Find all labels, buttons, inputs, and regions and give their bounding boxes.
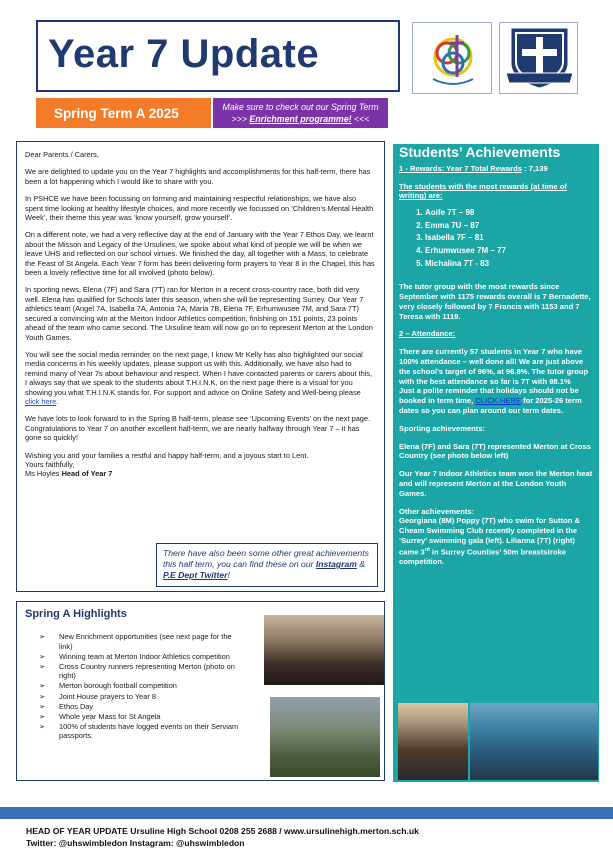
achievements-title: Students’ Achievements bbox=[399, 144, 561, 160]
letter-p5-text: You will see the social media reminder on the next page, I know Mr Kelly has also highlighted our social media concerns in his weekly updates, please support us with this. Additionally, we have also had to remind many of Year 7s about behaviour and respect. When I have contacted parents or carers about this, I always say that we speak to the students about T.H.I.N.K, on the next page there is a visual for you showing you what T.H.I.N.K stands for. For support and advice on Online Safety and Well-being please bbox=[25, 349, 373, 397]
footer bbox=[26, 825, 419, 849]
letter-paragraph-4: In sporting news, Elena (7F) and Sara (7T) ran for Merton in a recent cross-country race, both did very well. Elena has qualified for Schools later this season, when she will be representing Surrey. Our Year 7 athletics team (Angel 7A, Isabella 7A, Antonia 7A, Maria 7B, Elena 7F, Erhumwusee 7M, and Sara 7T) secured a convincing win at the Merton Indoor Athletics competition, finishing on 151 points, 23 points ahead of the team who came second. The Ursuline team will now go on to represent Merton at the London Youth Games. bbox=[25, 285, 373, 342]
social-callout bbox=[156, 543, 378, 587]
list-item: ➢ Cross Country runners representing Merton (photo on right) bbox=[39, 662, 239, 681]
footer-label: HEAD OF YEAR UPDATE bbox=[26, 826, 128, 836]
letter-signature bbox=[25, 469, 376, 478]
top-students-list bbox=[425, 207, 593, 270]
tutor-group-text: The tutor group with the most rewards since September with 1175 rewards overall is 7 Bernadette, very closely followed by 7 Francis with 1153 and 7 Teresa with 1119. bbox=[399, 282, 591, 321]
highlights-box bbox=[16, 601, 385, 781]
list-item: 4. Erhumwusee 7M – 77 bbox=[425, 245, 593, 258]
footer-contact: Ursuline High School 0208 255 2688 / www.ursulinehigh.merton.sch.uk bbox=[127, 826, 419, 836]
letter-paragraph-5 bbox=[25, 350, 376, 406]
signatory-name: Ms Hoyles bbox=[25, 469, 60, 479]
letter-box bbox=[16, 141, 385, 592]
highlights-list bbox=[39, 632, 239, 742]
list-item: 2. Emma 7U – 87 bbox=[425, 220, 593, 233]
sporting-text-1: Elena (7F) and Sara (7T) represented Merton at Cross Country (see photo below left) bbox=[399, 441, 592, 461]
letter-closing: Yours faithfully, bbox=[25, 459, 75, 469]
crest-shield-icon bbox=[500, 23, 579, 95]
list-item: ➢ New Enrichment opportunities (see next page for the link) bbox=[39, 632, 239, 651]
letter-greeting: Dear Parents / Carers, bbox=[25, 150, 99, 159]
enrichment-line1: Make sure to check out our Spring Term bbox=[222, 102, 379, 112]
holiday-end: for 2025-26 term dates so you can plan around our term dates. bbox=[399, 396, 582, 415]
letter-paragraph-1: We are delighted to update you on the Year 7 highlights and accomplishments for this half-term, there has been a lot happening which I would like to share with you. bbox=[25, 167, 371, 186]
other-heading: Other achievements: bbox=[399, 506, 475, 516]
enrichment-line2 bbox=[213, 113, 388, 125]
holiday-text: Just a polite reminder that holidays should not be booked in term time, bbox=[399, 386, 579, 406]
list-item: ➢ Merton borough football competition bbox=[39, 681, 239, 691]
other-sup: rd bbox=[424, 546, 430, 553]
swimming-gala-photo bbox=[470, 703, 598, 780]
enrichment-suffix: <<< bbox=[351, 114, 370, 124]
callout-and: & bbox=[356, 559, 366, 569]
jubilee-logo-icon bbox=[413, 23, 493, 95]
online-safety-link[interactable]: click here bbox=[25, 396, 57, 406]
enrichment-banner bbox=[213, 98, 388, 128]
list-item: 1. Aoife 7T – 98 bbox=[425, 207, 593, 220]
list-item: ➢ Ethos Day bbox=[39, 702, 239, 712]
other-text-a: Georgiana (8M) Poppy (7T) who swim for Sutton & Cheam Swimming Club recently completed in the ‘Surrey’ swimming gala (left). Lilianna (7T) (right) came 3 bbox=[399, 516, 580, 557]
instagram-link[interactable]: Instagram bbox=[315, 559, 357, 569]
pe-twitter-link[interactable]: P.E Dept Twitter bbox=[163, 570, 228, 580]
list-item: ➢ Winning team at Merton Indoor Athletics competition bbox=[39, 652, 239, 662]
letter-paragraph-6: We have lots to look forward to in the Spring B half-term, please see ‘Upcoming Events’ on the next page. Congratulations to Year 7 on another excellent half-term, we are nearly halfway through Year 7 – it has gone so quickly! bbox=[25, 414, 371, 443]
term-banner bbox=[36, 98, 211, 128]
attendance-text bbox=[399, 347, 593, 416]
list-item: ➢ Joint House prayers to Year 8 bbox=[39, 692, 239, 702]
callout-text: There have also been some other great achievements this half term, you can find these on our bbox=[163, 548, 369, 569]
callout-end: ! bbox=[227, 570, 230, 580]
chapel-prayers-photo bbox=[264, 615, 384, 685]
list-item: 3. Isabella 7F – 81 bbox=[425, 232, 593, 245]
achievements-panel bbox=[393, 144, 599, 782]
cross-country-photo bbox=[270, 697, 380, 777]
school-crest bbox=[499, 22, 578, 94]
footer-line-1 bbox=[26, 825, 419, 837]
highlights-title: Spring A Highlights bbox=[25, 608, 127, 620]
list-item: 5. Michalina 7T - 83 bbox=[425, 258, 593, 271]
letter-paragraph-2: In PSHCE we have been focussing on forming and maintaining respectful relationships, we have also spent time looking at healthy lifestyle choices, and more recently we focussed on ‘Children’s Mental Health Week’, their theme this year was ‘know yourself, grow yourself’. bbox=[25, 194, 374, 223]
jubilee-logo bbox=[412, 22, 492, 94]
attendance-heading: 2 – Attendance: bbox=[399, 329, 456, 339]
rewards-total bbox=[399, 164, 593, 174]
attendance-body: There are currently 57 students in Year 7 who have 100% attendance – well done all! We are just above the school’s target of 96%, at 96.8%. The tutor group with the best attendance so far is 7T with 98.1% bbox=[399, 347, 589, 386]
other-text-b: in Surrey Counties’ 50m breaststroke competition. bbox=[399, 547, 567, 567]
footer-line-2: Twitter: @uhswimbledon Instagram: @uhswimbledon bbox=[26, 838, 245, 848]
letter-p5-end: . bbox=[56, 396, 59, 406]
most-rewards-heading: The students with the most rewards (at time of writing) are: bbox=[399, 181, 567, 201]
sporting-heading: Sporting achievements: bbox=[399, 423, 486, 433]
sporting-text-2: Our Year 7 Indoor Athletics team won the Merton heat and will represent Merton at the London Youth Games. bbox=[399, 469, 593, 498]
term-label: Spring Term A 2025 bbox=[54, 105, 179, 121]
term-dates-link[interactable]: CLICK HERE bbox=[475, 396, 521, 406]
letter-paragraph-7: Wishing you and your families a restful and happy half-term, and a joyous start to Lent. bbox=[25, 450, 309, 460]
signatory-role: Head of Year 7 bbox=[61, 469, 113, 479]
list-item: ➢ Whole year Mass for St Angela bbox=[39, 712, 239, 722]
page-title: Year 7 Update bbox=[48, 32, 320, 76]
title-box bbox=[36, 20, 400, 92]
list-item: ➢ 100% of students have logged events on their Serviam passports. bbox=[39, 722, 239, 741]
enrichment-link[interactable]: Enrichment programme! bbox=[249, 114, 352, 124]
enrichment-prefix: >>> bbox=[231, 114, 250, 124]
rewards-total-value: : 7,139 bbox=[521, 163, 548, 173]
letter-paragraph-3: On a different note, we had a very reflective day at the end of January with the Year 7 Ethos Day, we learnt about the Misson and Legacy of the Ursulines, we spoke about what kind of people we will be when we leave UHS and reflected on our school virtues. We finished the day, all together with a Mass, to celebrate the Feast of St Angela. Each Year 7 form has been delivering form prayers to Year 8 in the Chapel, this has been a lovely reflective time for all involved (photo below). bbox=[25, 230, 375, 278]
footer-divider bbox=[0, 807, 613, 819]
swimmers-photo bbox=[398, 703, 468, 780]
rewards-heading: 1 - Rewards: Year 7 Total Rewards bbox=[399, 163, 522, 173]
other-achievements bbox=[399, 507, 593, 567]
